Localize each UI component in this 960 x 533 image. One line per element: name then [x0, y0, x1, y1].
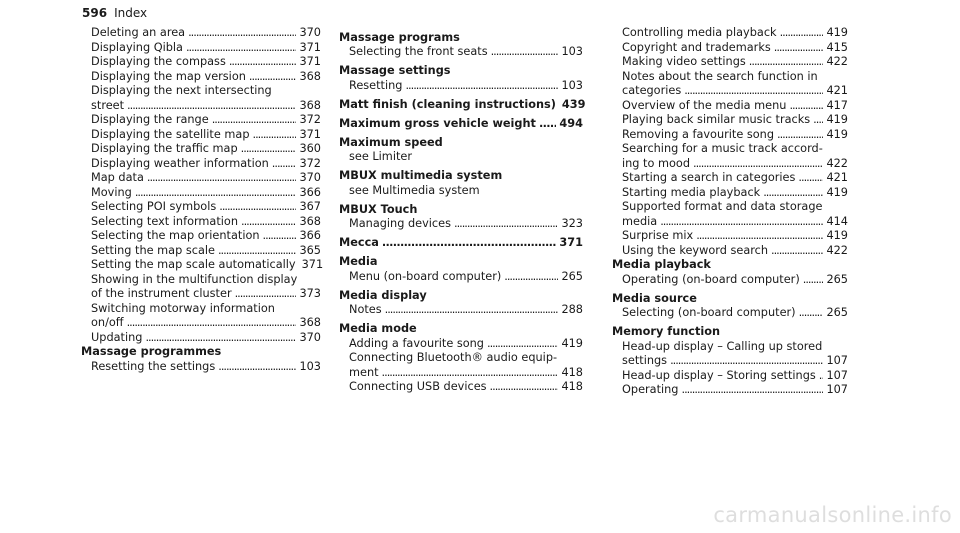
index-entry-text: Mecca [339, 236, 379, 249]
dot-leader [780, 26, 824, 41]
dot-leader [241, 142, 297, 157]
index-page-number: 414 [826, 214, 848, 228]
index-entry [81, 215, 321, 230]
index-page-number: 103 [561, 78, 583, 92]
index-entry [339, 303, 583, 318]
dot-leader [504, 270, 558, 285]
index-page-number: 107 [826, 354, 848, 367]
index-entry [612, 99, 848, 114]
dot-leader [249, 70, 297, 85]
index-page-number: 368 [299, 214, 321, 228]
index-page-number: 367 [299, 200, 321, 213]
dot-leader [186, 41, 296, 56]
index-entry [81, 229, 321, 244]
index-heading [339, 289, 583, 304]
index-entry-text: Displaying weather information [91, 156, 269, 170]
dot-leader [218, 244, 296, 259]
index-entry-text: on/off [91, 316, 124, 329]
index-page-number: 419 [826, 26, 848, 39]
index-entry-text: Massage programs [339, 30, 460, 44]
dot-leader [819, 369, 824, 384]
index-column-3 [612, 26, 848, 398]
dot-leader [813, 113, 823, 128]
index-heading [339, 97, 586, 113]
index-entry-text: Media mode [339, 322, 417, 335]
index-page-number: 365 [299, 243, 321, 257]
index-entry [81, 113, 321, 128]
dot-leader [490, 380, 559, 395]
index-entry-text: see Limiter [349, 150, 412, 163]
dot-leader [684, 84, 823, 99]
index-entry-text: Displaying the map version [91, 69, 246, 83]
index-entry-continuation [612, 70, 848, 85]
dot-leader [235, 287, 297, 302]
index-entry-text: Media [339, 255, 378, 268]
index-entry-text: Managing devices [349, 217, 451, 230]
index-entry-continuation [81, 302, 321, 317]
index-entry-text: Starting a search in categories [622, 171, 796, 184]
index-heading [339, 117, 583, 132]
dot-leader [491, 45, 559, 60]
index-page-number: 419 [826, 113, 848, 126]
dot-leader [771, 244, 823, 259]
dot-leader [763, 186, 823, 201]
index-entry [612, 215, 848, 230]
index-page-number: 371 [299, 55, 321, 68]
index-page-number: 107 [826, 368, 848, 382]
index-entry-text: settings [622, 354, 668, 367]
index-page-number: 371 [299, 40, 321, 54]
index-entry-text: Resetting the settings [91, 359, 216, 373]
index-heading [339, 322, 583, 337]
index-entry-text: Media playback [612, 258, 711, 271]
index-page-number: 265 [826, 272, 848, 286]
index-entry-text: see Multimedia system [349, 183, 480, 197]
index-entry [81, 171, 321, 186]
index-page-number: 422 [826, 156, 848, 170]
index-entry [339, 380, 583, 395]
index-entry [612, 306, 848, 321]
index-entry-text: Overview of the media menu [622, 98, 787, 112]
index-page-number: 371 [301, 258, 324, 271]
index-entry-text: Displaying Qibla [91, 40, 183, 54]
index-page-number: 373 [299, 287, 321, 300]
index-entry [81, 41, 321, 56]
index-entry-text: media [622, 214, 658, 228]
index-entry [81, 70, 321, 85]
dot-leader [696, 229, 823, 244]
index-page-number: 372 [299, 113, 321, 126]
index-entry-continuation [339, 351, 583, 366]
index-column-2 [339, 26, 586, 395]
index-entry-text: street [91, 98, 125, 112]
index-heading [81, 345, 321, 360]
index-entry [81, 142, 321, 157]
index-entry-text: categories [622, 84, 682, 97]
index-entry [612, 41, 848, 56]
index-heading [339, 169, 583, 184]
index-entry-text: Selecting the map orientation [91, 229, 260, 242]
index-entry-text: Map data [91, 171, 144, 184]
index-page-number: 265 [826, 306, 848, 319]
index-entry [612, 55, 848, 70]
index-entry-continuation [339, 150, 583, 165]
index-entry-continuation [81, 273, 321, 288]
index-entry-text: Massage programmes [81, 345, 222, 358]
page-number: 596 [82, 6, 108, 20]
index-entry-text: Removing a favourite song [622, 127, 775, 141]
index-page-number: 419 [826, 185, 848, 199]
dot-leader [774, 41, 824, 56]
index-entry [612, 128, 848, 143]
index-entry [612, 26, 848, 41]
index-entry [339, 270, 583, 285]
dot-leader [188, 26, 296, 41]
index-entry-text: Head-up display – Storing settings [622, 368, 816, 382]
dot-leader [670, 354, 823, 369]
dot-leader [799, 306, 824, 321]
index-page-number: 417 [826, 98, 848, 112]
index-page-number: 370 [299, 171, 321, 184]
index-entry-text: Switching motorway information [91, 301, 275, 315]
index-entry-text: Menu (on-board computer) [349, 269, 502, 283]
dot-leader [405, 79, 558, 94]
index-entry-continuation [81, 84, 321, 99]
index-entry [339, 217, 583, 232]
index-page-number: 439 [561, 97, 586, 111]
index-entry-text: Matt finish (cleaning instructions) [339, 97, 556, 111]
index-entry [81, 128, 321, 143]
index-entry [612, 273, 848, 288]
index-entry [612, 171, 848, 186]
index-entry [81, 287, 321, 302]
index-page-number: 103 [299, 359, 321, 373]
dot-leader [263, 229, 297, 244]
index-entry [81, 258, 324, 273]
index-entry-text: Displaying the satellite map [91, 127, 250, 141]
dot-leader [253, 128, 297, 143]
index-entry-text: Selecting text information [91, 214, 238, 228]
index-page-number: 368 [299, 98, 321, 112]
index-entry-text: Supported format and data storage [622, 200, 823, 213]
index-entry-text: Adding a favourite song [349, 336, 484, 350]
dot-leader [145, 331, 296, 346]
dot-leader [212, 113, 297, 128]
index-entry [81, 244, 321, 259]
dot-leader [789, 99, 823, 114]
index-entry [612, 354, 848, 369]
index-entry [81, 99, 321, 114]
index-entry [612, 84, 848, 99]
index-entry [81, 157, 321, 172]
index-entry-text: Connecting Bluetooth® audio equip- [349, 351, 558, 364]
index-page-number: 366 [299, 185, 321, 199]
page-section-title: Index [114, 6, 148, 20]
index-page-number: 494 [559, 116, 583, 130]
index-entry-text: of the instrument cluster [91, 287, 232, 300]
index-entry-text: Using the keyword search [622, 243, 769, 257]
index-page-number: 265 [561, 269, 583, 283]
index-entry-text: Operating [622, 383, 679, 396]
index-page-number: 288 [561, 303, 583, 316]
watermark: carmanualsonline.info [713, 503, 952, 527]
dot-leader [660, 215, 823, 230]
dot-leader [749, 55, 824, 70]
index-entry-text: Notes [349, 303, 382, 316]
index-heading [612, 258, 848, 273]
index-page-number: 371 [559, 236, 583, 249]
index-page-number: 323 [561, 217, 583, 230]
dot-leader [229, 55, 297, 70]
index-page-number: 422 [826, 243, 848, 257]
index-heading [612, 325, 848, 340]
index-entry-text: ing to mood [622, 156, 690, 170]
index-page-number: 421 [826, 84, 848, 97]
dot-leader [487, 337, 558, 352]
index-entry-text: Copyright and trademarks [622, 40, 771, 54]
index-entry-text: Displaying the next intersecting [91, 84, 272, 97]
index-page-number: 366 [299, 229, 321, 242]
index-entry-text: MBUX multimedia system [339, 169, 503, 182]
dot-leader [382, 236, 556, 251]
index-entry-text: Playing back similar music tracks [622, 113, 811, 126]
index-entry-text: Head-up display – Calling up stored [622, 339, 823, 353]
index-page-number: 360 [299, 142, 321, 155]
dot-leader [803, 273, 824, 288]
index-entry-continuation [612, 340, 848, 355]
index-entry-text: Updating [91, 330, 143, 344]
index-entry-text: Setting the map scale automatically [91, 258, 296, 271]
index-entry-text: Resetting [349, 78, 403, 92]
dot-leader [127, 99, 296, 114]
index-entry-text: Connecting USB devices [349, 380, 487, 393]
index-entry-text: ment [349, 365, 379, 379]
index-entry-text: Displaying the compass [91, 55, 226, 68]
index-heading [339, 236, 583, 251]
index-entry-text: Making video settings [622, 55, 746, 68]
index-heading [339, 203, 583, 218]
index-entry-text: Selecting POI symbols [91, 200, 217, 213]
index-entry-text: Surprise mix [622, 229, 694, 242]
index-entry-text: Memory function [612, 325, 721, 338]
index-entry [81, 360, 321, 375]
index-column-1 [81, 26, 324, 374]
dot-leader [539, 117, 556, 132]
index-page-number: 368 [299, 69, 321, 83]
index-entry [81, 331, 321, 346]
dot-leader [693, 157, 823, 172]
index-entry-text: Displaying the traffic map [91, 142, 238, 155]
index-page-number: 419 [826, 127, 848, 141]
index-page-number: 371 [299, 127, 321, 141]
dot-leader [135, 186, 297, 201]
index-entry-text: Deleting an area [91, 26, 186, 39]
index-entry-text: Starting media playback [622, 185, 761, 199]
index-heading [612, 292, 848, 307]
index-page-number: 418 [561, 365, 583, 379]
index-entry [612, 369, 848, 384]
page-header [82, 6, 147, 20]
index-entry [339, 45, 583, 60]
index-entry-continuation [612, 142, 848, 157]
index-entry-text: Searching for a music track accord- [622, 142, 823, 155]
dot-leader [382, 366, 559, 381]
dot-leader [241, 215, 296, 230]
index-page-number: 418 [561, 380, 583, 393]
index-entry [339, 366, 583, 381]
index-heading [339, 31, 583, 46]
dot-leader [218, 360, 296, 375]
index-entry [81, 316, 321, 331]
index-entry-text: Controlling media playback [622, 26, 777, 39]
dot-leader [127, 316, 297, 331]
index-heading [339, 136, 583, 151]
dot-leader [454, 217, 558, 232]
index-page-number: 368 [299, 316, 321, 329]
index-entry-text: Selecting (on-board computer) [622, 306, 796, 319]
dot-leader [385, 303, 559, 318]
index-entry-text: Showing in the multifunction display [91, 272, 298, 286]
index-entry-text: Media display [339, 288, 427, 302]
index-entry [612, 157, 848, 172]
dot-leader [798, 171, 823, 186]
index-entry [612, 113, 848, 128]
dot-leader [272, 157, 297, 172]
index-page-number: 370 [299, 330, 321, 344]
index-entry-text: Selecting the front seats [349, 45, 488, 58]
index-entry-text: Maximum gross vehicle weight [339, 116, 536, 130]
index-entry-text: Massage settings [339, 64, 451, 77]
index-entry-text: Moving [91, 185, 132, 199]
index-entry-text: Setting the map scale [91, 243, 215, 257]
index-page-number: 415 [826, 40, 848, 54]
index-entry [612, 383, 848, 398]
index-heading [339, 255, 583, 270]
index-entry [612, 186, 848, 201]
index-entry [339, 79, 583, 94]
index-page-number: 372 [299, 156, 321, 170]
index-entry-continuation [339, 184, 583, 199]
index-entry-text: Media source [612, 291, 697, 305]
dot-leader [681, 383, 823, 398]
index-entry-text: Operating (on-board computer) [622, 272, 800, 286]
index-entry [81, 55, 321, 70]
index-entry [81, 186, 321, 201]
index-page-number: 107 [826, 383, 848, 396]
index-page-number: 419 [561, 336, 583, 350]
index-page-number: 370 [299, 26, 321, 39]
index-page-number: 103 [561, 45, 583, 58]
index-page-number: 419 [826, 229, 848, 242]
index-entry-text: Notes about the search function in [622, 69, 818, 83]
index-entry [612, 229, 848, 244]
index-entry-text: MBUX Touch [339, 202, 418, 216]
index-entry [612, 244, 848, 259]
index-entry [81, 26, 321, 41]
index-entry [81, 200, 321, 215]
dot-leader [219, 200, 296, 215]
dot-leader [147, 171, 297, 186]
index-heading [339, 64, 583, 79]
index-page-number: 422 [826, 55, 848, 68]
index-entry-text: Displaying the range [91, 113, 209, 126]
index-entry-text: Maximum speed [339, 135, 443, 149]
dot-leader [777, 128, 823, 143]
index-entry-continuation [612, 200, 848, 215]
index-page-number: 421 [826, 171, 848, 184]
index-entry [339, 337, 583, 352]
